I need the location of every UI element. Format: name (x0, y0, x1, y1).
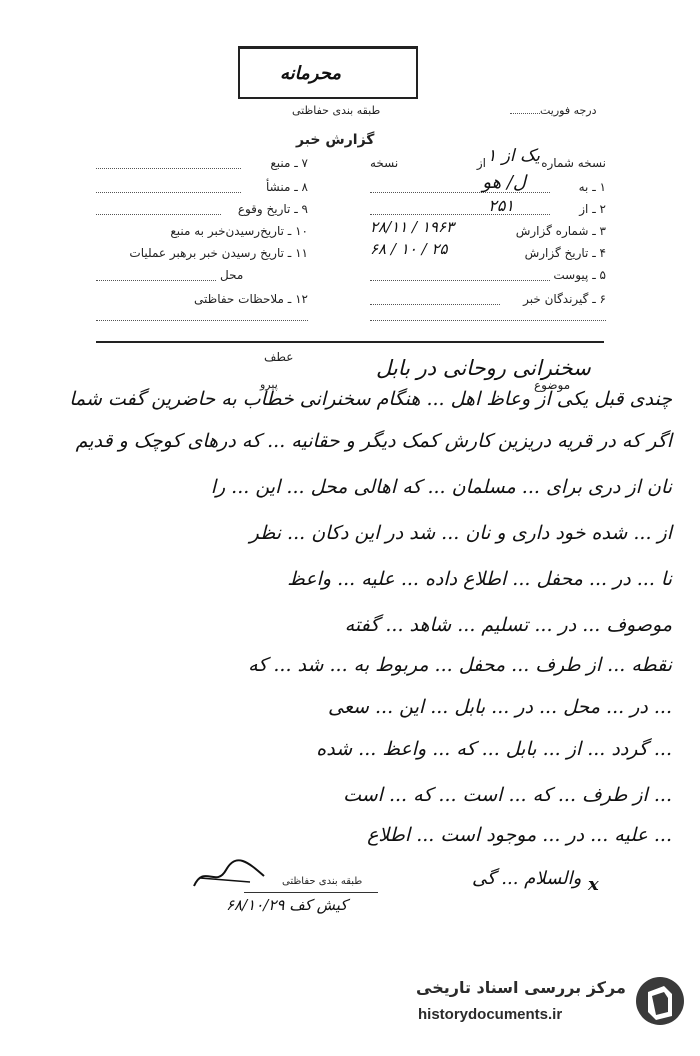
body-line: موصوف ... در ... تسلیم ... شاهد ... گفته (344, 614, 672, 636)
closing-text: والسلام ... گی (472, 868, 582, 889)
field-label: ۵ ـ پیوست (553, 268, 606, 282)
field-report-date (370, 242, 606, 262)
field-label: ۳ ـ شماره گزارش (515, 224, 606, 238)
footer-security-underline (244, 892, 378, 893)
subject-value: سخنرانی روحانی در بابل (376, 356, 591, 380)
field-from (370, 198, 606, 218)
field-value: یک از ۱ (487, 146, 540, 166)
report-title: گزارش خبر (296, 132, 375, 148)
atf-label: عطف (264, 350, 294, 364)
signature-mark (190, 858, 270, 892)
field-value: ۱۹۶۳ / ۲۸/۱۱ (370, 218, 455, 236)
subject-label: موضوع (534, 378, 571, 392)
body-line: ... گردد ... از ... بابل ... که ... واعظ ... شده (316, 738, 672, 760)
body-line: نان از دری برای ... مسلمان ... که اهالی محل ... این ... را (210, 476, 672, 498)
field-middle: از (476, 156, 486, 170)
stamp-scrawl: محرمانه (280, 63, 341, 84)
field-label: ۱ ـ به (578, 180, 606, 194)
security-classification-label: طبقه بندی حفاظتی (292, 104, 381, 117)
field-label: ۲ ـ از (579, 202, 606, 216)
footer-security-label: طبقه بندی حفاظتی (282, 876, 363, 887)
body-line: چندی قبل یکی از وعاظ اهل ... هنگام سخنرانی خطاب به حاضرین گفت شما (69, 388, 672, 410)
body-line: اگر که در قریه دریزین کارش کمک دیگر و حقانیه ... که درهای کوچک و قدیم (75, 430, 672, 452)
body-line: ... علیه ... در ... موجود است ... اطلاع (367, 824, 672, 846)
body-line: نقطه ... از طرف ... محفل ... مربوط به ... شد ... که (248, 654, 672, 676)
field-source: ۷ ـ منبع (96, 152, 308, 172)
peyro-label: پیرو (260, 378, 278, 391)
field-occurrence-date: ۹ ـ تاریخ وقوع (96, 198, 308, 218)
watermark-url: historydocuments.ir (418, 1006, 563, 1023)
field-origin: ۸ ـ منشأ (96, 176, 308, 196)
signature-note: کیش کف ۶۸/۱۰/۲۹ (226, 896, 348, 914)
field-copy-number (370, 146, 606, 172)
body-line: ... از طرف ... که ... است ... که ... است (343, 784, 672, 806)
field-recipients (370, 288, 606, 308)
header-divider (96, 341, 604, 343)
field-value: ۲۵ / ۱۰ / ۶۸ (370, 240, 448, 258)
field-value: ل/ هو (482, 172, 526, 193)
body-line: از ... شده خود داری و نان ... شد در این دکان ... نظر (249, 522, 672, 544)
field-label: نسخه شماره (541, 156, 606, 170)
field-suffix: نسخه (370, 156, 399, 170)
urgency-line (510, 113, 540, 114)
field-label: ۶ ـ گیرندگان خبر (523, 292, 606, 306)
watermark-title: مرکز بررسی اسناد تاریخی (416, 978, 626, 997)
field-location: محل (96, 264, 308, 284)
closing-cross: x (588, 874, 599, 895)
archive-logo-icon (634, 972, 686, 1030)
urgency-label: درجه فوریت (540, 104, 597, 117)
field-value: ۲۵۱ (488, 196, 514, 215)
field-report-number (370, 220, 606, 240)
field-attachment (370, 264, 606, 284)
field-security-remarks: ۱۲ ـ ملاحظات حفاظتی (194, 292, 308, 306)
field-operation-leader-date: ۱۱ ـ تاریخ رسیدن خبر برهبر عملیات (129, 246, 308, 260)
security-stamp-box (238, 46, 418, 99)
watermark (408, 968, 688, 1038)
field-label: ۴ ـ تاریخ گزارش (524, 246, 606, 260)
body-line: نا ... در ... محفل ... اطلاع داده ... علیه ... واعظ (287, 568, 672, 590)
field-source-received-date: ۱۰ ـ تاریخ‌رسیدن‌خبر به منبع (170, 224, 308, 238)
body-line: ... در ... محل ... در ... بابل ... این ... سعی (328, 696, 672, 718)
field-to (370, 172, 606, 196)
